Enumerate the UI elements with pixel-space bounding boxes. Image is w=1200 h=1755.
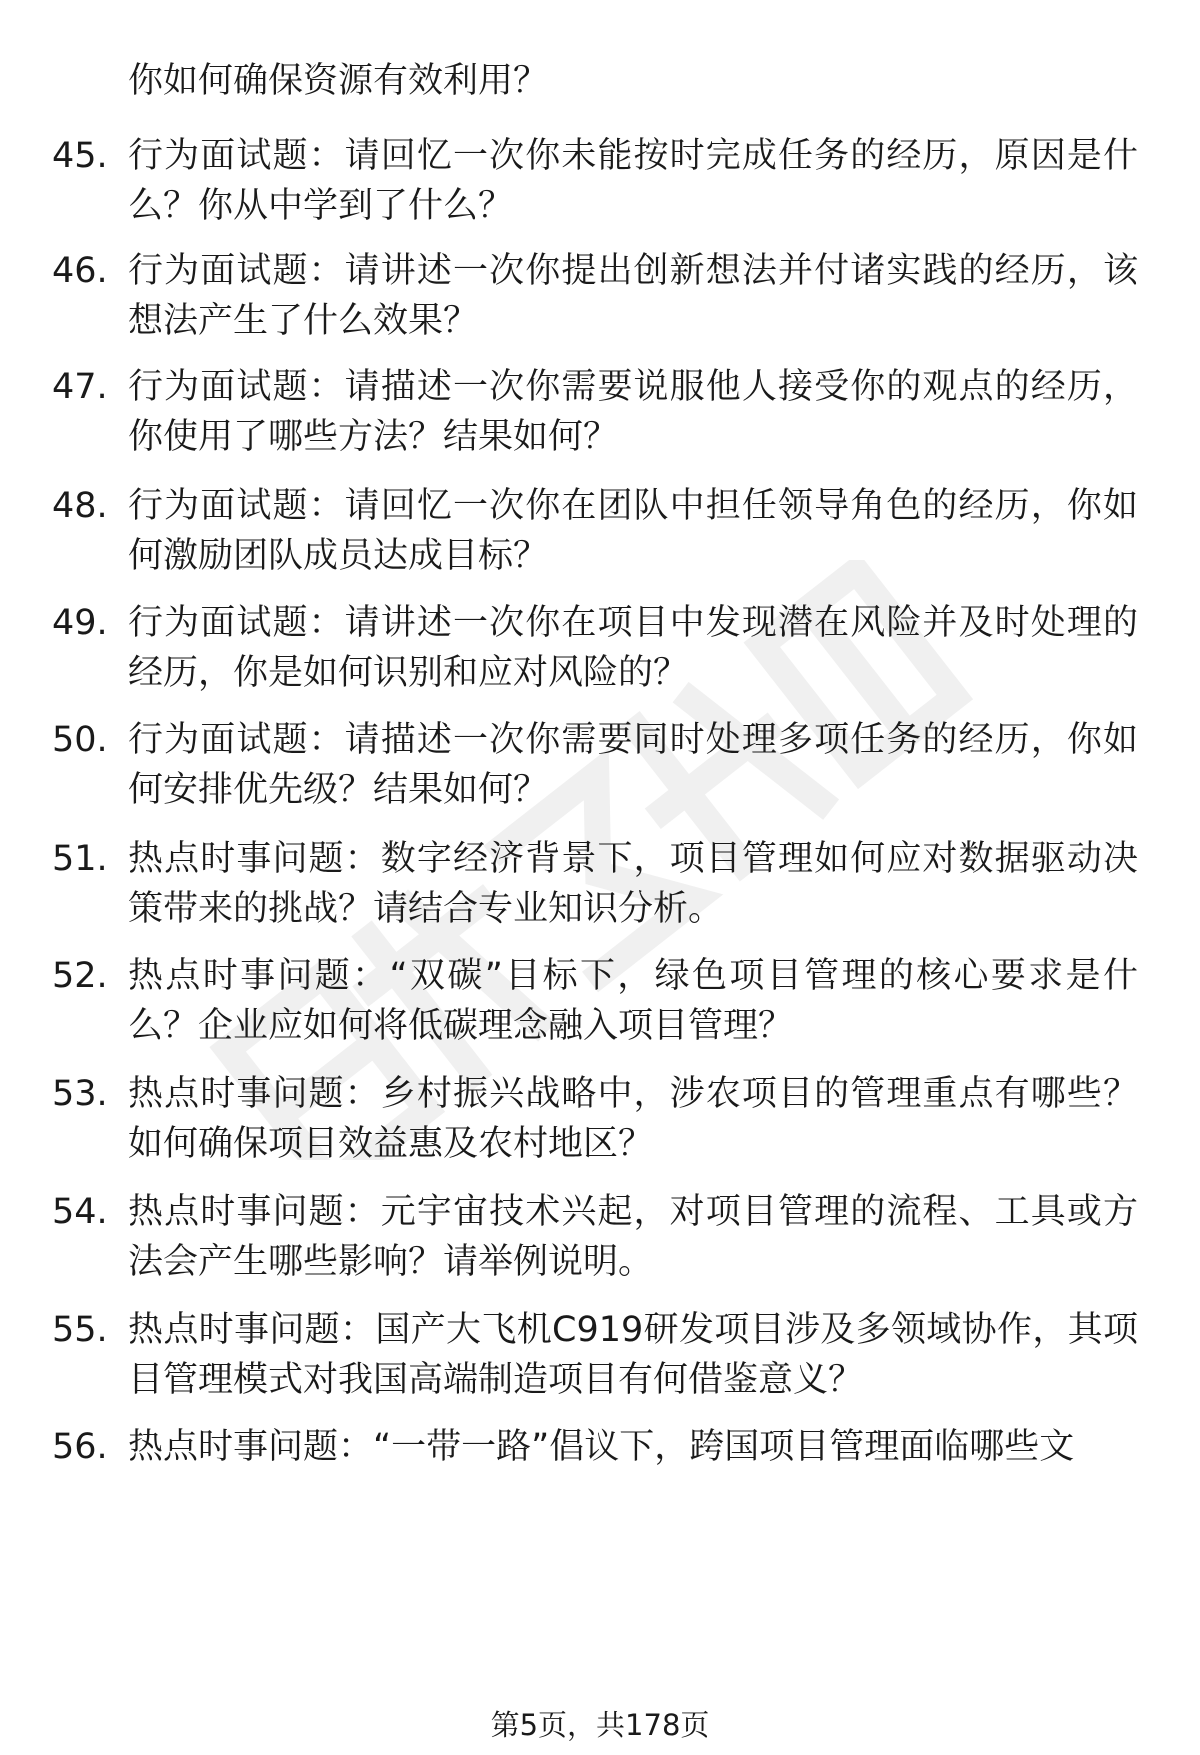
question-item [0,1069,1200,1179]
question-number: 45. [52,136,108,176]
question-text: 行为面试题：请描述一次你需要说服他人接受你的观点的经历，你使用了哪些方法？结果如何？ [128,367,1138,457]
question-number: 46. [52,251,108,291]
question-item [0,1187,1200,1297]
question-item [0,1305,1200,1415]
question-item [0,715,1200,825]
question-text: 行为面试题：请讲述一次你提出创新想法并付诸实践的经历，该想法产生了什么效果？ [128,251,1138,341]
question-item [0,246,1200,356]
question-number: 54. [52,1192,108,1232]
question-item [0,951,1200,1061]
question-text: 热点时事问题：国产大飞机C919研发项目涉及多领域协作，其项目管理模式对我国高端制造项目有何借鉴意义？ [128,1310,1138,1400]
question-item [0,362,1200,472]
question-text: 热点时事问题：乡村振兴战略中，涉农项目的管理重点有哪些？如何确保项目效益惠及农村地区？ [128,1074,1138,1164]
question-text: 行为面试题：请描述一次你需要同时处理多项任务的经历，你如何安排优先级？结果如何？ [128,720,1138,810]
question-number: 49. [52,603,108,643]
question-number: 51. [52,839,108,879]
question-item [0,1422,1200,1532]
question-text: 行为面试题：请回忆一次你在团队中担任领导角色的经历，你如何激励团队成员达成目标？ [128,486,1138,576]
question-number: 48. [52,486,108,526]
question-number: 52. [52,956,108,996]
continuation-text: 你如何确保资源有效利用？ [128,61,549,101]
question-item [0,598,1200,708]
question-text: 热点时事问题：“一带一路”倡议下，跨国项目管理面临哪些文 [128,1427,1075,1467]
question-number: 56. [52,1427,108,1467]
question-number: 53. [52,1074,108,1114]
question-text: 行为面试题：请回忆一次你未能按时完成任务的经历，原因是什么？你从中学到了什么？ [128,136,1138,226]
question-text: 热点时事问题：“双碳”目标下，绿色项目管理的核心要求是什么？企业应如何将低碳理念融入项目管理？ [128,956,1138,1046]
question-item [0,131,1200,241]
page-footer: 第5页，共178页 [490,1708,710,1742]
question-text: 热点时事问题：元宇宙技术兴起，对项目管理的流程、工具或方法会产生哪些影响？请举例说明。 [128,1192,1138,1282]
question-text: 热点时事问题：数字经济背景下，项目管理如何应对数据驱动决策带来的挑战？请结合专业知识分析。 [128,839,1138,929]
question-number: 55. [52,1310,108,1350]
question-number: 50. [52,720,108,760]
question-item [0,481,1200,591]
question-text: 行为面试题：请讲述一次你在项目中发现潜在风险并及时处理的经历，你是如何识别和应对风险的？ [128,603,1138,693]
question-number: 47. [52,367,108,407]
question-item [0,834,1200,944]
